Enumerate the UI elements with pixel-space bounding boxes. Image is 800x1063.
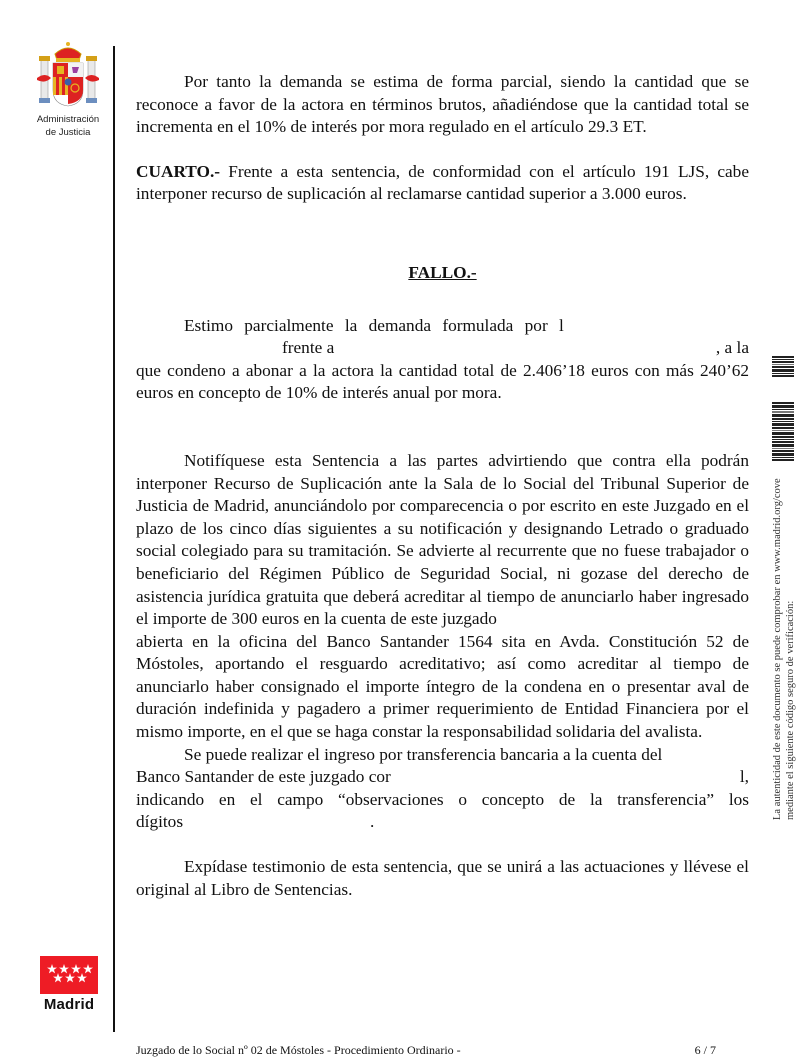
verification-note [771,478,797,820]
paragraph-transferencia-line3: indicando en el campo “observaciones o concepto de la transferencia” los [136,789,749,809]
margin-rule [113,46,115,1032]
transferencia-text-b: l, [739,767,749,787]
paragraph-notificacion: Notifíquese esta Sentencia a las partes advirtiendo que contra ella podrán interponer Recurso de Suplicación ante la Sala de lo Social del Tribunal Superior de Justicia de Madrid, anunciándolo por comparecencia o por escrito en este Juzgado en el plazo de los cinco días siguientes a su notificación y designando Letrado o graduado social colegiado para su tramitación. Se advierte al recurrente que no fuese trabajador o beneficiario del Régimen Público de Seguridad Social, ni gozase del derecho de asistencia jurídica gratuita que deberá acreditar al tiempo de anunciarlo haber ingresado el importe de 300 euros en la cuenta de este juzgado [136,450,749,629]
fallo-heading: FALLO.- [408,262,477,282]
logo-caption-line1: Administración [36,114,100,125]
paragraph-fallo [136,315,749,405]
transferencia-text-a: Banco Santander de este juzgado cor [136,767,391,787]
digitos-end: . [370,812,375,832]
verification-note-line2: mediante el siguiente código seguro de verificación: [785,600,796,820]
paragraph-cuarto [136,161,749,206]
paragraph-transferencia-line1: Se puede realizar el ingreso por transferencia bancaria a la cuenta del [184,744,663,764]
administracion-justicia-logo [30,40,106,138]
verification-note-line1: La autenticidad de este documento se puede comprobar en www.madrid.org/cove [772,478,783,820]
madrid-logo [40,956,98,1013]
logo-caption-line2: de Justicia [45,127,91,138]
paragraph-transferencia-line4 [136,811,749,834]
fallo-line1: Estimo parcialmente la demanda formulada por l [184,315,564,335]
digitos-label: dígitos [136,812,184,832]
paragraph-estimacion: Por tanto la demanda se estima de forma parcial, siendo la cantidad que se reconoce a favor de la actora en términos brutos, añadiéndose que la cantidad total se incrementa en el 10% de interés por mora regulado en el artículo 29.3 ET. [136,72,749,137]
fallo-rest: que condeno a abonar a la actora la cantidad total de 2.406’18 euros con más 240’62 euros en concepto de 10% de interés anual por mora. [136,360,749,403]
paragraph-transferencia-line2 [136,766,749,789]
page-number: 6 / 7 [694,1043,716,1057]
paragraph-banco: abierta en la oficina del Banco Santander 1564 sita en Avda. Constitución 52 de Móstoles, aportando el resguardo acreditativo; así como acreditar al tiempo de anunciarlo haber consignado el importe íntegro de la condena en o presentar aval de duración indefinida y pagadero a primer requerimiento de Entidad Financiera por el mismo importe, en el que se haga constar la responsabilidad solidaria del avalista. [136,631,749,742]
coat-of-arms-icon [35,40,101,112]
cuarto-label: CUARTO.- [136,161,221,181]
footer-court: Juzgado de lo Social nº 02 de Móstoles - Procedimiento Ordinario - [136,1043,461,1057]
madrid-label: Madrid [43,996,95,1013]
barcode-top [772,356,794,378]
paragraph-testimonio: Expídase testimonio de esta sentencia, que se unirá a las actuaciones y llévese el original al Libro de Sentencias. [136,857,749,899]
page-footer [136,1043,716,1058]
cuarto-text: Frente a esta sentencia, de conformidad con el artículo 191 LJS, cabe interponer recurso de suplicación al reclamarse cantidad superior a 3.000 euros. [136,161,749,204]
document-body [136,71,749,901]
madrid-flag-icon [40,956,98,994]
fallo-line2-a: frente a [282,338,335,358]
fallo-line2-b: , a la [715,338,749,358]
barcode-bottom [772,402,794,462]
